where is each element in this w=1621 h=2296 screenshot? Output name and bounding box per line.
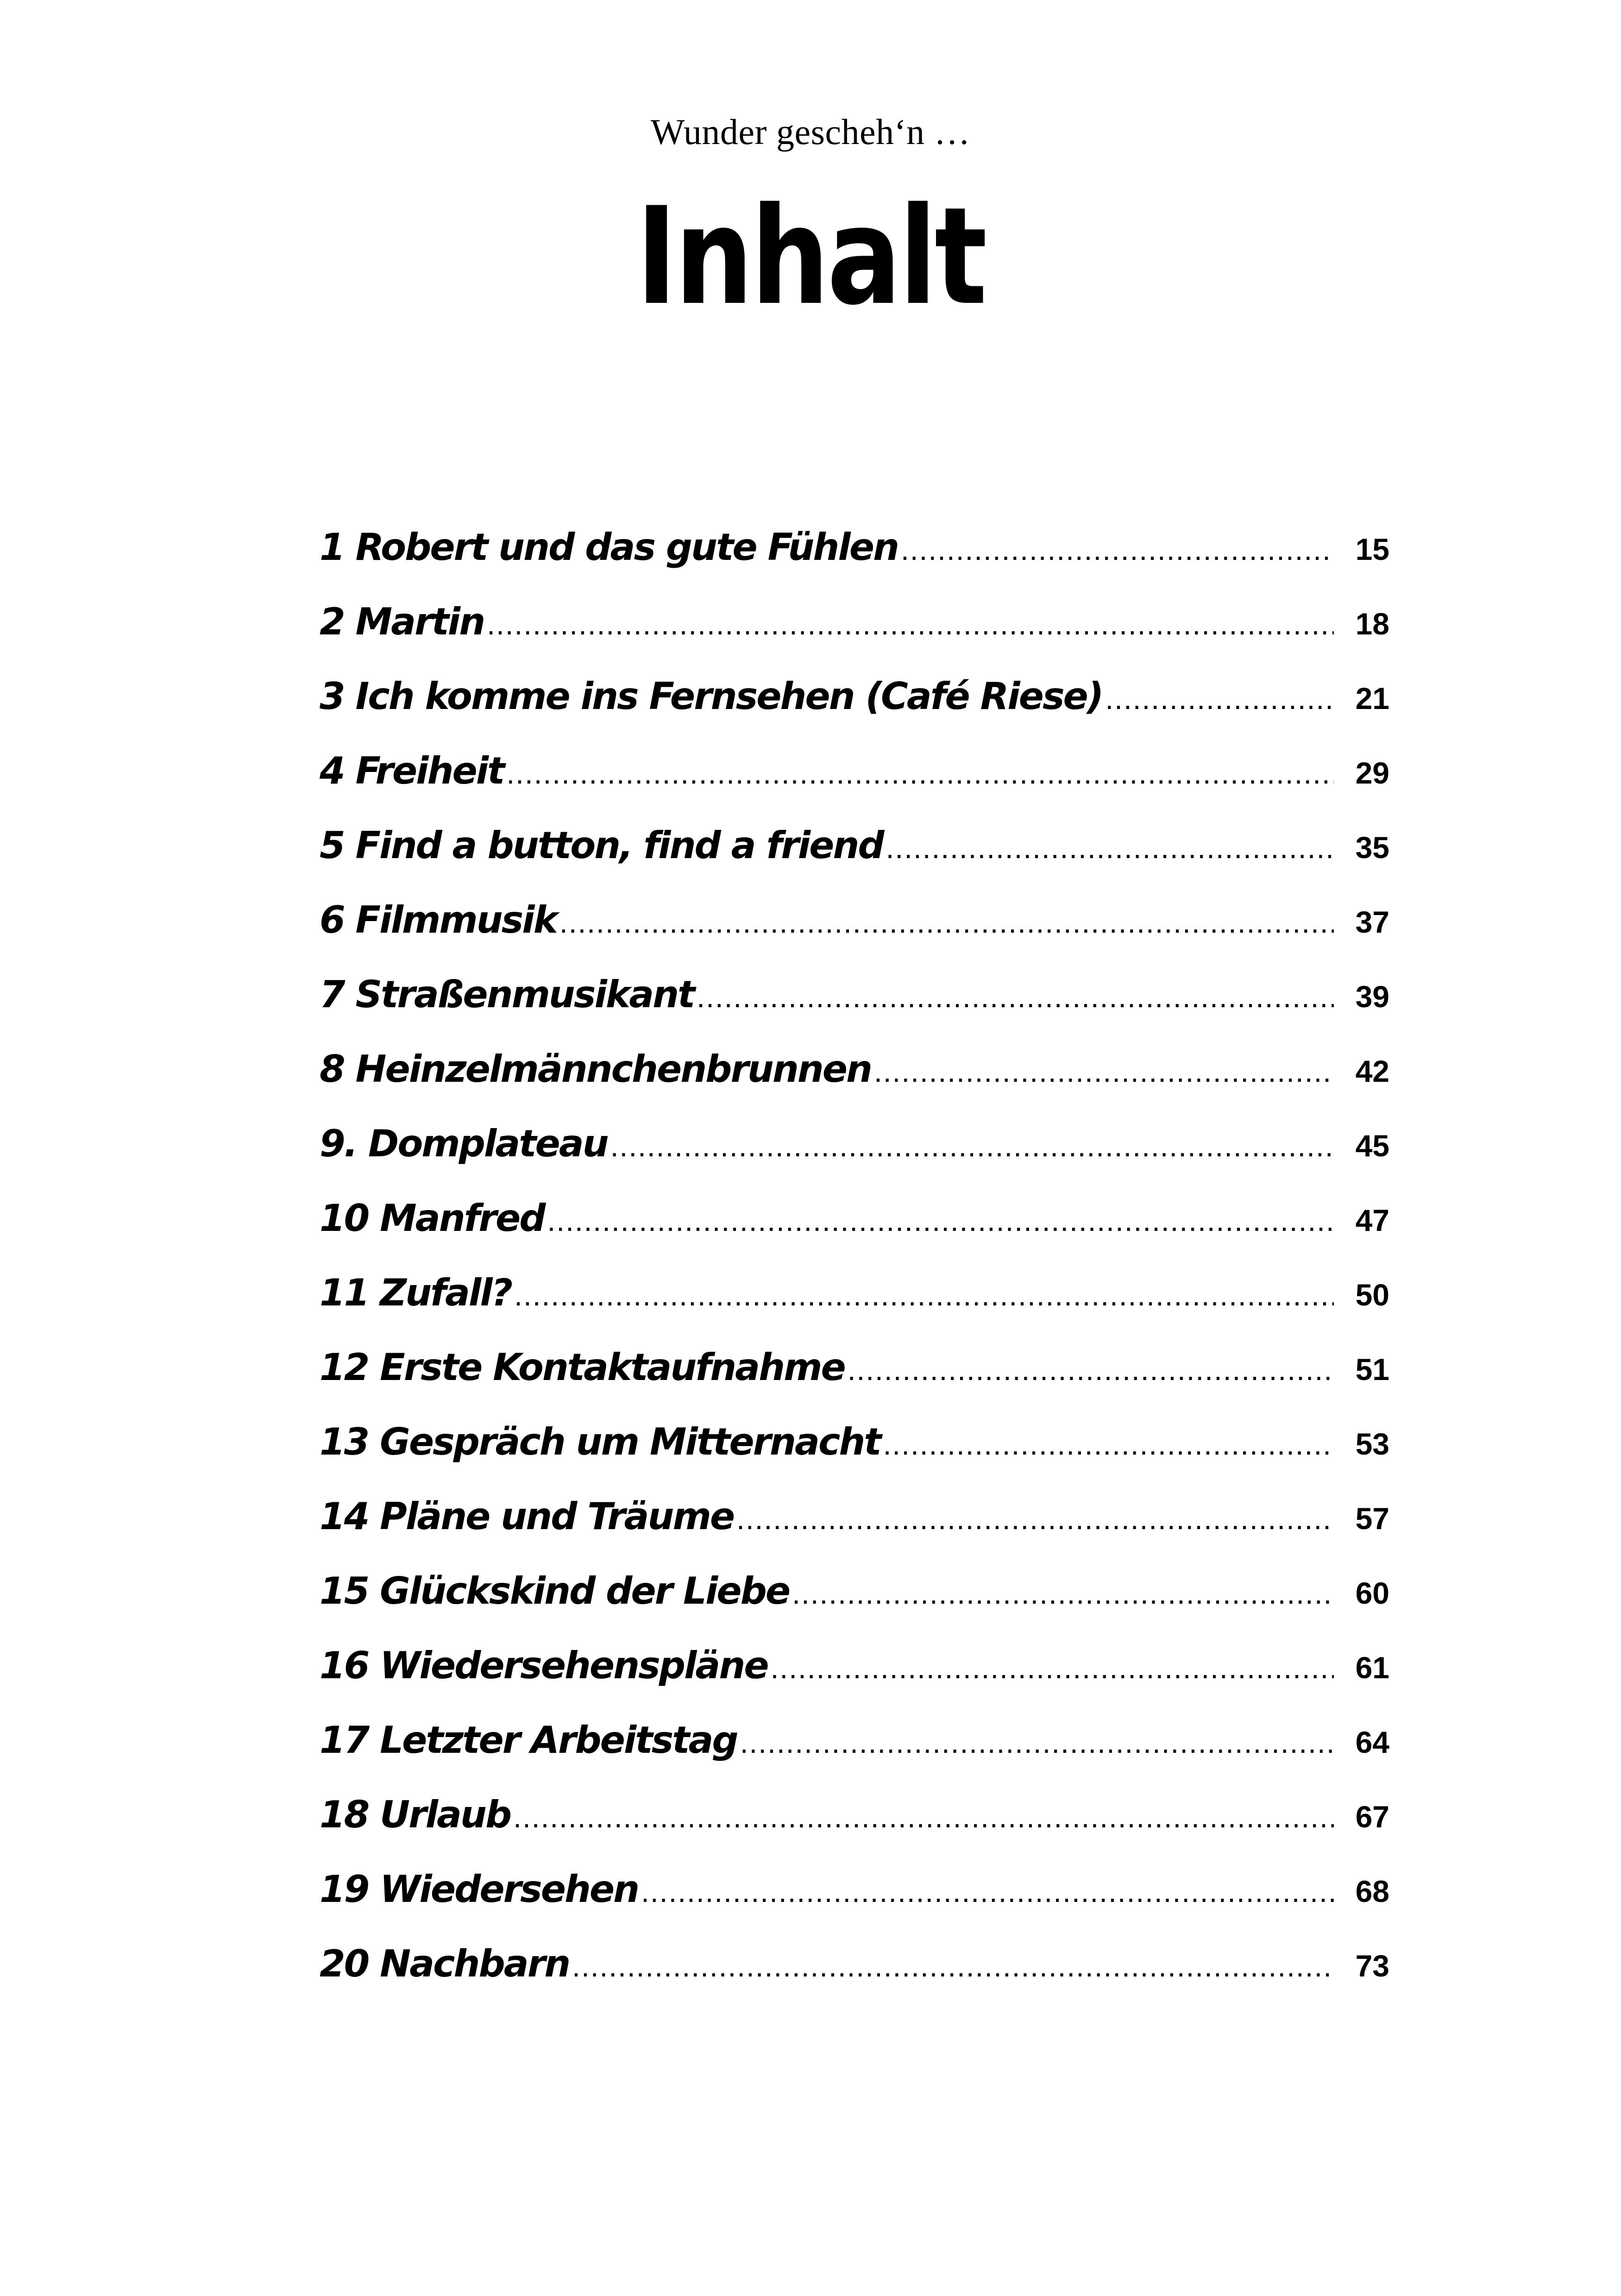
toc-entry-page-number: 37 bbox=[1355, 905, 1389, 939]
toc-dot-leader bbox=[886, 831, 1334, 865]
toc-entry-page-number: 61 bbox=[1355, 1650, 1389, 1685]
toc-entry[interactable] bbox=[320, 1048, 1389, 1122]
toc-entry[interactable] bbox=[320, 749, 1389, 824]
toc-dot-leader bbox=[572, 1949, 1334, 1983]
toc-entry[interactable] bbox=[320, 1569, 1389, 1644]
toc-entry-title: 10 Manfred bbox=[320, 1197, 545, 1240]
toc-entry-title: 7 Straßenmusikant bbox=[320, 973, 694, 1016]
toc-entry[interactable] bbox=[320, 1868, 1389, 1942]
toc-entry[interactable] bbox=[320, 1197, 1389, 1271]
toc-entry-title: 17 Letzter Arbeitstag bbox=[320, 1719, 737, 1762]
toc-entry[interactable] bbox=[320, 1271, 1389, 1346]
toc-entry[interactable] bbox=[320, 1346, 1389, 1420]
toc-entry[interactable] bbox=[320, 1122, 1389, 1197]
toc-entry[interactable] bbox=[320, 1495, 1389, 1569]
toc-dot-leader bbox=[641, 1875, 1334, 1909]
toc-dot-leader bbox=[848, 1353, 1334, 1387]
toc-entry-title: 4 Freiheit bbox=[320, 749, 504, 792]
toc-dot-leader bbox=[736, 1502, 1334, 1536]
toc-entry-page-number: 67 bbox=[1355, 1800, 1389, 1834]
toc-dot-leader bbox=[697, 980, 1334, 1014]
toc-dot-leader bbox=[610, 1129, 1334, 1163]
toc-entry-title: 12 Erste Kontaktaufnahme bbox=[320, 1346, 845, 1389]
toc-entry-page-number: 51 bbox=[1355, 1352, 1389, 1386]
toc-entry[interactable] bbox=[320, 824, 1389, 898]
toc-entry-title: 1 Robert und das gute Fühlen bbox=[320, 526, 898, 569]
toc-dot-leader bbox=[792, 1576, 1334, 1611]
toc-dot-leader bbox=[874, 1054, 1334, 1089]
toc-entry-title: 20 Nachbarn bbox=[320, 1942, 570, 1985]
toc-entry-title: 13 Gespräch um Mitternacht bbox=[320, 1420, 880, 1463]
toc-entry-title: 8 Heinzelmännchenbrunnen bbox=[320, 1048, 871, 1091]
toc-entry-title: 5 Find a button, find a friend bbox=[320, 824, 883, 867]
toc-dot-leader bbox=[901, 533, 1334, 567]
toc-entry-page-number: 57 bbox=[1355, 1501, 1389, 1536]
toc-dot-leader bbox=[559, 905, 1334, 940]
toc-entry[interactable] bbox=[320, 1420, 1389, 1495]
toc-dot-leader bbox=[740, 1725, 1334, 1760]
toc-dot-leader bbox=[514, 1278, 1334, 1312]
toc-entry-title: 14 Pläne und Träume bbox=[320, 1495, 734, 1538]
running-head: Wunder gescheh‘n … bbox=[650, 112, 971, 152]
toc-entry-page-number: 45 bbox=[1355, 1129, 1389, 1163]
toc-dot-leader bbox=[513, 1800, 1334, 1834]
toc-entry-page-number: 15 bbox=[1355, 532, 1389, 566]
toc-entry-page-number: 73 bbox=[1355, 1949, 1389, 1983]
toc-entry-page-number: 53 bbox=[1355, 1427, 1389, 1461]
toc-entry-page-number: 35 bbox=[1355, 830, 1389, 865]
toc-entry-title: 19 Wiedersehen bbox=[320, 1868, 639, 1911]
toc-entry-page-number: 50 bbox=[1355, 1278, 1389, 1312]
toc-entry[interactable] bbox=[320, 1793, 1389, 1868]
toc-entry-page-number: 68 bbox=[1355, 1874, 1389, 1908]
table-of-contents bbox=[320, 526, 1389, 2017]
toc-dot-leader bbox=[883, 1427, 1334, 1462]
toc-entry[interactable] bbox=[320, 1719, 1389, 1793]
toc-entry-page-number: 64 bbox=[1355, 1725, 1389, 1759]
toc-entry-title: 11 Zufall? bbox=[320, 1271, 512, 1314]
toc-dot-leader bbox=[506, 756, 1334, 790]
toc-entry-page-number: 47 bbox=[1355, 1203, 1389, 1237]
toc-entry-title: 18 Urlaub bbox=[320, 1793, 511, 1836]
toc-dot-leader bbox=[1105, 682, 1334, 716]
toc-entry-title: 2 Martin bbox=[320, 600, 484, 643]
toc-entry[interactable] bbox=[320, 675, 1389, 749]
page-title: Inhalt bbox=[636, 179, 985, 335]
toc-entry-title: 3 Ich komme ins Fernsehen (Café Riese) bbox=[320, 675, 1103, 718]
toc-entry-title: 6 Filmmusik bbox=[320, 898, 557, 941]
toc-entry-page-number: 21 bbox=[1355, 681, 1389, 715]
toc-entry-page-number: 29 bbox=[1355, 756, 1389, 790]
toc-dot-leader bbox=[771, 1651, 1334, 1685]
toc-dot-leader bbox=[487, 607, 1334, 641]
toc-entry[interactable] bbox=[320, 1942, 1389, 2017]
toc-entry-page-number: 60 bbox=[1355, 1576, 1389, 1610]
toc-entry[interactable] bbox=[320, 526, 1389, 600]
toc-entry-title: 15 Glückskind der Liebe bbox=[320, 1569, 790, 1612]
toc-entry-page-number: 42 bbox=[1355, 1054, 1389, 1088]
toc-entry-page-number: 18 bbox=[1355, 607, 1389, 641]
toc-entry-title: 16 Wiedersehenspläne bbox=[320, 1644, 768, 1687]
toc-entry[interactable] bbox=[320, 600, 1389, 675]
toc-entry-page-number: 39 bbox=[1355, 979, 1389, 1014]
toc-entry[interactable] bbox=[320, 1644, 1389, 1719]
toc-dot-leader bbox=[547, 1204, 1334, 1238]
toc-entry[interactable] bbox=[320, 898, 1389, 973]
toc-entry[interactable] bbox=[320, 973, 1389, 1048]
toc-entry-title: 9. Domplateau bbox=[320, 1122, 608, 1165]
